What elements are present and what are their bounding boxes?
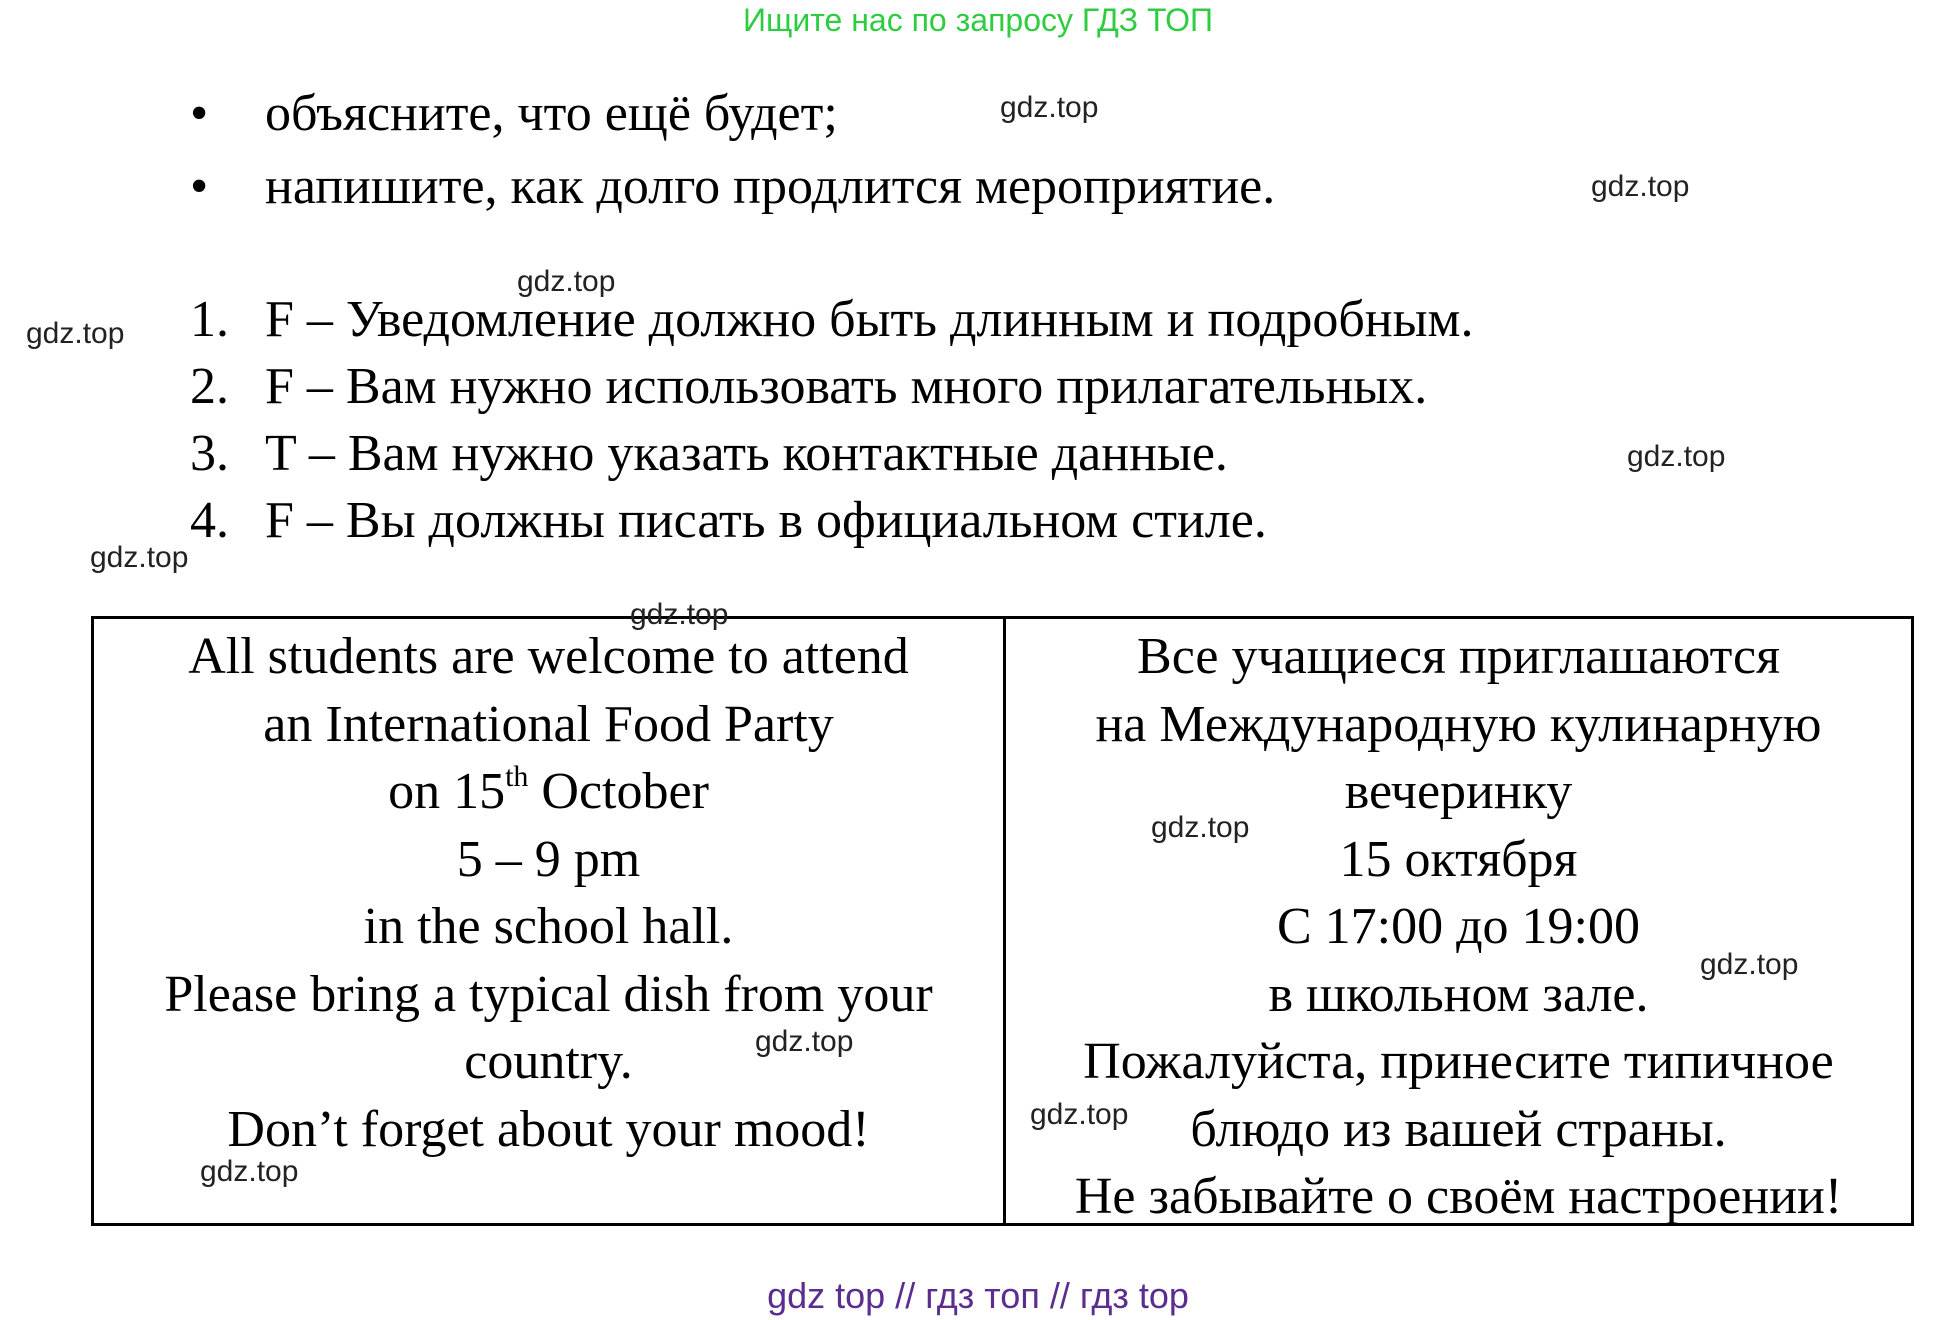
watermark: gdz.top [1151, 811, 1250, 844]
bullet-text: напишите, как долго продлится мероприятие. [265, 158, 1276, 215]
notice-en-date-prefix: on 15 [388, 763, 506, 820]
notice-en-line: an International Food Party [263, 695, 834, 753]
notice-english-cell [94, 619, 1006, 1223]
notice-russian-cell [1006, 619, 1911, 1223]
notice-ru-time: С 17:00 до 19:00 [1276, 898, 1641, 955]
answer-item [190, 289, 1473, 351]
header-banner: Ищите нас по запросу ГДЗ ТОП [743, 2, 1213, 38]
answer-item [190, 356, 1427, 418]
answer-number: 2. [190, 358, 229, 415]
answer-text: F – Вам нужно использовать много прилагательных. [265, 358, 1428, 415]
watermark: gdz.top [1000, 91, 1099, 124]
notice-ru-line: Не забывайте о своём настроении! [1074, 1168, 1843, 1225]
answer-text: F – Вы должны писать в официальном стиле. [265, 492, 1267, 549]
watermark: gdz.top [517, 265, 616, 298]
notice-en-line: in the school hall. [363, 898, 734, 955]
watermark: gdz.top [1030, 1098, 1129, 1131]
notice-ru-line: в школьном зале. [1268, 965, 1649, 1023]
notice-en-date-month: October [528, 763, 709, 820]
notice-en-date [94, 758, 1003, 826]
watermark: gdz.top [1627, 440, 1726, 473]
watermark: gdz.top [90, 541, 189, 574]
notice-ru-line: Пожалуйста, принесите типичное [1083, 1033, 1834, 1090]
notice-ru-line: на Международную кулинарную [1095, 695, 1822, 753]
notice-en-line: country. [464, 1033, 633, 1090]
answer-item [190, 423, 1228, 485]
bullet-marker: • [190, 85, 209, 142]
watermark: gdz.top [1591, 170, 1690, 203]
footer-banner: gdz top // гдз топ // гдз top [767, 1275, 1189, 1316]
answer-text: T – Вам нужно указать контактные данные. [265, 425, 1228, 482]
answer-item [190, 490, 1267, 552]
notice-en-line: Please bring a typical dish from your [164, 965, 933, 1023]
notice-ru-date: 15 октября [1339, 830, 1578, 888]
answer-number: 1. [190, 291, 229, 348]
watermark: gdz.top [1700, 948, 1799, 981]
notice-en-line: All students are welcome to attend [188, 628, 909, 685]
notice-ru-line: вечеринку [1344, 763, 1573, 820]
watermark: gdz.top [755, 1025, 854, 1058]
watermark: gdz.top [200, 1155, 299, 1188]
watermark: gdz.top [26, 317, 125, 350]
bullet-text: объясните, что ещё будет; [265, 85, 838, 142]
bullet-item [190, 157, 1275, 217]
bullet-marker: • [190, 158, 209, 215]
watermark: gdz.top [630, 598, 729, 631]
answer-number: 3. [190, 425, 229, 482]
notice-ru-line: Все учащиеся приглашаются [1137, 628, 1780, 685]
notice-en-time: 5 – 9 pm [456, 830, 641, 888]
notice-en-line: Don’t forget about your mood! [227, 1100, 870, 1158]
bullet-item [190, 84, 838, 144]
notice-en-date-suffix: th [505, 760, 529, 793]
answer-text: F – Уведомление должно быть длинным и подробным. [265, 291, 1474, 348]
notice-table [91, 616, 1914, 1226]
notice-ru-line: блюдо из вашей страны. [1190, 1100, 1727, 1158]
answer-number: 4. [190, 492, 229, 549]
